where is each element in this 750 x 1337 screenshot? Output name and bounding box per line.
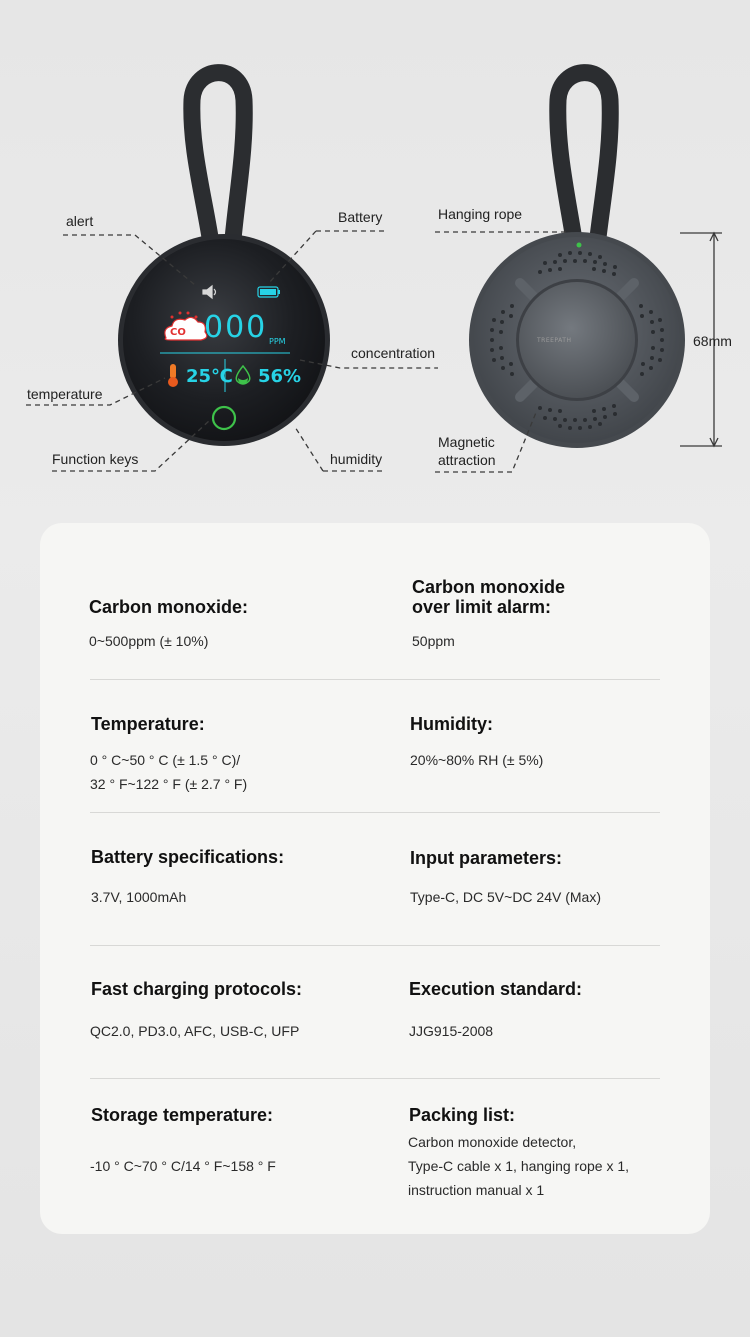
spec-title-co: Carbon monoxide: [89,597,249,617]
spec-title-packing: Packing list: [409,1105,516,1125]
spec-value-packing-1: Carbon monoxide detector, [408,1134,577,1150]
spec-title-storage: Storage temperature: [91,1105,274,1125]
co-gas-label: CO [170,327,186,338]
spec-value-storage: -10 ° C~70 ° C/14 ° F~158 ° F [90,1158,276,1174]
spec-value-alarm: 50ppm [412,633,455,649]
spec-value-temperature-2: 32 ° F~122 ° F (± 2.7 ° F) [90,776,248,792]
back-rope [558,73,610,246]
spec-divider [90,1078,660,1079]
spec-value-temperature-1: 0 ° C~50 ° C (± 1.5 ° C)/ [90,752,241,768]
spec-divider [90,945,660,946]
spec-divider [90,679,660,680]
spec-title-battery: Battery specifications: [91,847,285,867]
callout-magnetic-attraction: Magnetic attraction [438,434,496,468]
spec-value-packing-2: Type-C cable x 1, hanging rope x 1, [408,1158,630,1174]
device-illustration [0,0,750,500]
front-rope [192,73,244,250]
spec-title-humidity: Humidity: [410,714,493,734]
humidity-reading: 56% [258,366,302,387]
callout-alert: alert [66,213,94,229]
product-diagram [0,0,750,500]
spec-title-alarm-1: Carbon monoxide [412,577,566,597]
callout-function-keys: Function keys [52,451,139,467]
spec-title-alarm-2: over limit alarm: [412,597,552,617]
spec-value-packing-3: instruction manual x 1 [408,1182,545,1198]
concentration-unit: PPM [269,337,286,346]
callout-concentration: concentration [351,345,436,361]
spec-value-co: 0~500ppm (± 10%) [89,633,209,649]
spec-value-standard: JJG915-2008 [409,1023,494,1039]
spec-divider [90,812,660,813]
spec-title-fast-charging: Fast charging protocols: [91,979,303,999]
spec-title-input: Input parameters: [410,848,563,868]
callout-hanging-rope: Hanging rope [438,206,523,222]
spec-value-humidity: 20%~80% RH (± 5%) [410,752,544,768]
spec-title-temperature: Temperature: [91,714,205,734]
spec-value-fast-charging: QC2.0, PD3.0, AFC, USB-C, UFP [90,1023,300,1039]
dimension-label: 68mm [693,333,732,349]
temperature-reading: 25℃ [186,366,233,387]
back-brand-label: TREEPATH [537,337,572,344]
callout-humidity: humidity [330,451,383,467]
spec-value-battery: 3.7V, 1000mAh [91,889,187,905]
concentration-reading: 000 [204,310,268,345]
spec-title-standard: Execution standard: [409,979,583,999]
spec-value-input: Type-C, DC 5V~DC 24V (Max) [410,889,601,905]
callout-temperature: temperature [27,386,103,402]
callout-battery: Battery [338,209,383,225]
